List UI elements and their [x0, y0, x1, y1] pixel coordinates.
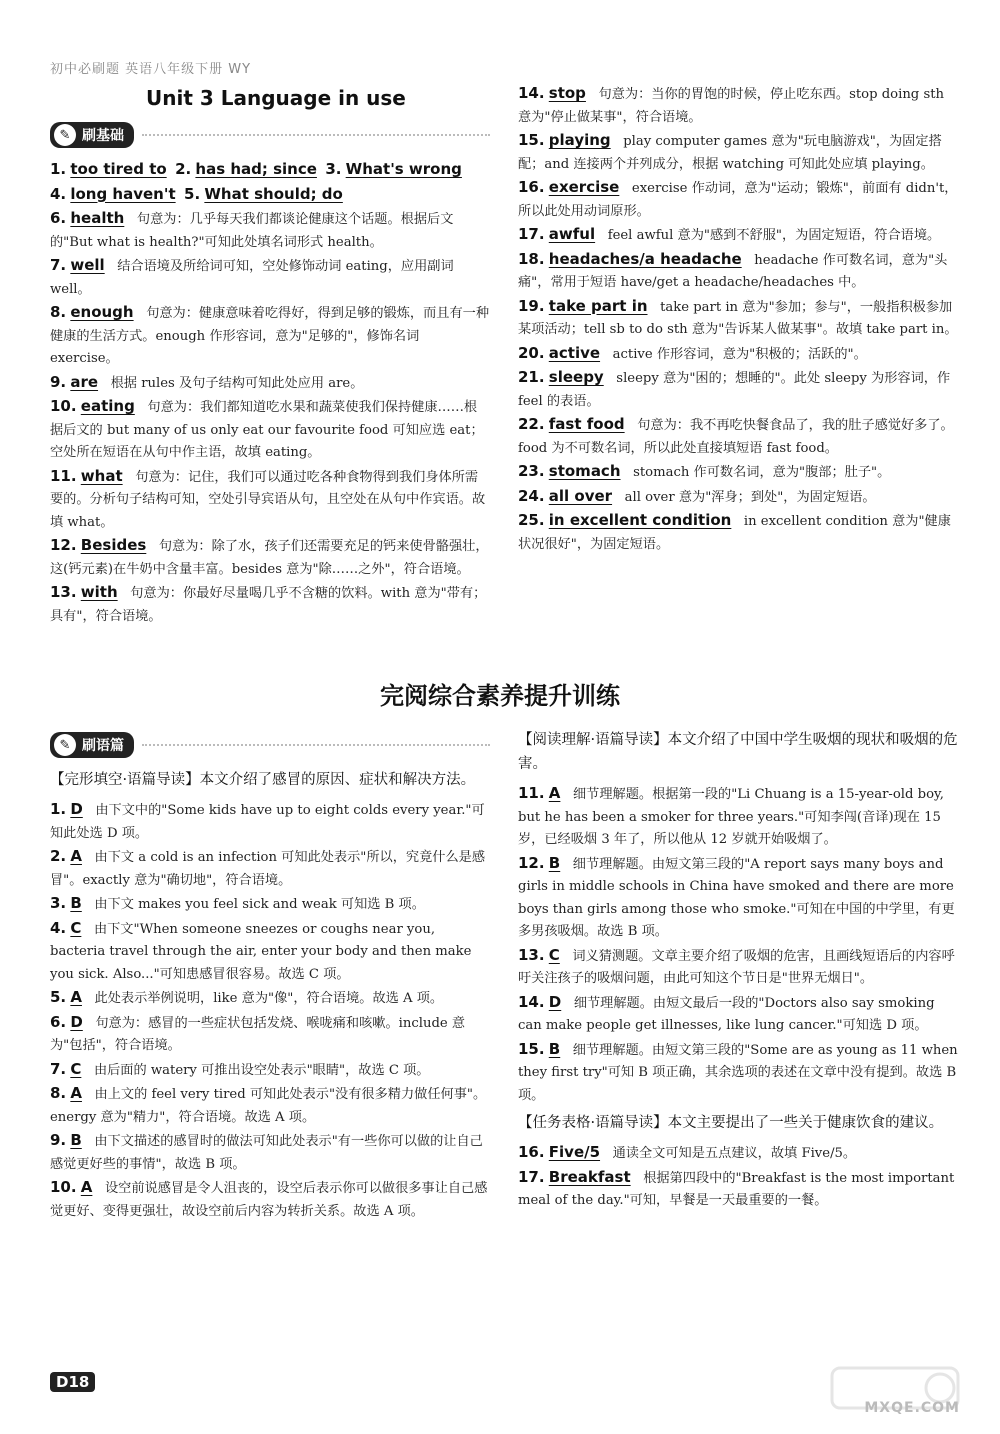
item-number: 19.	[518, 296, 545, 315]
item-number: 20.	[518, 343, 545, 362]
item-number: 6.	[50, 1012, 67, 1031]
list-item	[518, 129, 958, 176]
list-item	[50, 158, 490, 183]
list-item	[518, 366, 958, 413]
item-answer: D	[70, 1012, 83, 1031]
item-answer: What's wrong	[345, 160, 462, 178]
item-answer: D	[70, 800, 83, 818]
list-item	[50, 986, 490, 1011]
item-explanation: 细节理解题。根据第一段的"Li Chuang is a 15-year-old boy, but he has been a smoker for three years."可知李闯(音译)现在 15 岁，已经吸烟 3 年了，所以他从 12 岁就开始吸烟了。	[518, 787, 944, 847]
badge-label: 刷语篇	[82, 738, 124, 754]
item-explanation: 由上文的 feel very tired 可知此处表示"没有很多精力做任何事"。energy 意为"精力"，符合语境。故选 A 项。	[50, 1087, 487, 1125]
right-column	[518, 82, 958, 556]
list-item	[518, 485, 958, 510]
list-item	[518, 782, 958, 852]
item-answer: B	[70, 1131, 82, 1149]
item-number: 4.	[50, 184, 67, 203]
item-answer: are	[70, 372, 99, 391]
item-number: 17.	[518, 1167, 545, 1186]
watermark-text: MXQE.COM	[864, 1400, 960, 1416]
divider	[142, 134, 490, 136]
item-number: 2.	[175, 160, 192, 178]
item-number: 25.	[518, 511, 545, 529]
list-item	[50, 845, 490, 892]
list-item	[518, 509, 958, 556]
answer-list	[518, 82, 958, 556]
item-number: 24.	[518, 486, 545, 505]
item-number: 9.	[50, 1131, 67, 1149]
item-explanation: 细节理解题。由短文第三段的"Some are as young as 11 when they first try"可知 B 项正确，其余选项的表述在文章中没有提到。故选 B 项。	[518, 1042, 958, 1103]
list-item	[518, 944, 958, 991]
left-column	[50, 118, 490, 628]
item-number: 18.	[518, 249, 545, 268]
item-answer: B	[548, 1039, 561, 1058]
item-answer: A	[70, 847, 82, 865]
item-answer: A	[70, 1084, 82, 1102]
list-item	[50, 207, 490, 254]
list-item	[50, 1176, 490, 1223]
item-explanation: 通读全文可知是五点建议，故填 Five/5。	[612, 1146, 857, 1161]
list-item	[518, 1166, 958, 1213]
item-number: 7.	[50, 256, 67, 274]
list-item	[518, 460, 958, 485]
list-item	[50, 581, 490, 628]
item-number: 1.	[50, 800, 67, 818]
item-number: 2.	[50, 847, 67, 865]
item-answer: A	[80, 1178, 93, 1196]
item-explanation: 句意为：我们都知道吃水果和蔬菜使我们保持健康……根据后文的 but many of us only eat our favourite food 可知应选 eat；空处所在短语在从句中作主语，故填 eating。	[50, 400, 484, 460]
item-answer: C	[548, 945, 560, 964]
item-number: 12.	[518, 853, 545, 872]
divider	[142, 744, 490, 746]
item-answer: C	[70, 918, 82, 937]
list-item	[50, 1011, 490, 1058]
item-answer: well	[70, 256, 105, 274]
item-number: 6.	[50, 209, 67, 227]
item-answer: Breakfast	[548, 1167, 631, 1186]
item-number: 8.	[50, 303, 67, 321]
item-answer: exercise	[548, 178, 620, 196]
item-explanation: 此处表示举例说明，like 意为"像"，符合语境。故选 A 项。	[94, 991, 444, 1006]
item-answer: D	[548, 992, 562, 1011]
item-explanation: 句意为：几乎每天我们都谈论健康这个话题。根据后文的"But what is health?"可知此处填名词形式 health。	[50, 212, 454, 250]
list-item	[50, 1129, 490, 1176]
item-answer: long haven't	[70, 184, 176, 203]
item-explanation: 句意为：我不再吃快餐食品了，我的肚子感觉好多了。food 为不可数名词，所以此处直接填短语 fast food。	[518, 418, 954, 456]
item-explanation: 由下文"When someone sneezes or coughs near you, bacteria travel through the air, enter your body and then make you sick. Also..."可知患感冒很容易。故选 C 项。	[50, 921, 472, 982]
item-answer: eating	[80, 397, 135, 415]
item-number: 16.	[518, 178, 545, 196]
list-item	[518, 176, 958, 223]
item-explanation: 句意为：记住，我们可以通过吃各种食物得到我们身体所需要的。分析句子结构可知，空处引导宾语从句，且空处在从句中作宾语。故填 what。	[50, 469, 486, 530]
item-explanation: 由下文描述的感冒时的做法可知此处表示"有一些你可以做的让自己感觉更好些的事情"，故选 B 项。	[50, 1134, 483, 1172]
item-answer: take part in	[548, 296, 648, 315]
item-answer: sleepy	[548, 368, 604, 386]
item-number: 22.	[518, 415, 545, 433]
item-answer: what	[80, 466, 123, 485]
item-number: 17.	[518, 225, 545, 243]
bottom-right-column	[518, 724, 958, 1213]
list-item	[518, 82, 958, 129]
item-answer: A	[70, 988, 82, 1006]
item-answer: playing	[548, 131, 611, 149]
item-explanation: 细节理解题。由短文第三段的"A report says many boys and girls in middle schools in China have smoked and there are more boys than girls among those who smoke."可知在中国的中学里，有更多男孩吸烟。故选 B 项。	[518, 856, 955, 939]
answer-list	[518, 1141, 958, 1213]
item-answer: A	[548, 784, 561, 802]
item-answer: What should; do	[204, 184, 343, 203]
item-number: 11.	[50, 466, 77, 485]
list-item	[518, 295, 958, 342]
item-answer: awful	[548, 225, 596, 243]
list-item	[50, 892, 490, 917]
section-title: 完阅综合素养提升训练	[380, 682, 620, 710]
item-explanation: 句意为：感冒的一些症状包括发烧、喉咙痛和咳嗽。include 意为"包括"，符合语境。	[50, 1015, 466, 1053]
list-item	[50, 917, 490, 987]
reading-guide: 【阅读理解·语篇导读】本文介绍了中国中学生吸烟的现状和吸烟的危害。	[518, 732, 958, 772]
item-number: 23.	[518, 462, 545, 480]
item-explanation: 由下文中的"Some kids have up to eight colds every year."可知此处选 D 项。	[50, 803, 485, 841]
item-answer: in excellent condition	[548, 511, 732, 529]
list-item	[50, 301, 490, 371]
brush-icon: ✎	[54, 734, 76, 756]
item-number: 11.	[518, 784, 545, 802]
item-explanation: take part in 意为"参加；参与"，一般指积极参加某项活动；tell sb to do sth 意为"告诉某人做某事"。故填 take part in。	[518, 299, 958, 337]
item-explanation: 句意为：除了水，孩子们还需要充足的钙来使骨骼强壮，这(钙元素)在牛奶中含量丰富。besides 意为"除……之外"，符合语境。	[50, 539, 489, 577]
item-explanation: stomach 作可数名词，意为"腹部；肚子"。	[633, 465, 891, 480]
answer-list	[50, 798, 490, 1223]
list-item	[50, 183, 490, 208]
item-explanation: play computer games 意为"玩电脑游戏"，为固定搭配；and 连接两个并列成分，根据 watching 可知此处应填 playing。	[518, 134, 942, 172]
item-answer: Besides	[80, 536, 147, 554]
list-item	[50, 465, 490, 535]
item-answer: B	[548, 853, 561, 872]
item-number: 10.	[50, 397, 77, 415]
item-answer: headaches/a headache	[548, 249, 742, 268]
item-number: 7.	[50, 1059, 67, 1078]
item-answer: C	[70, 1059, 82, 1078]
item-explanation: headache 作可数名词，意为"头痛"，常用于短语 have/get a headache/headaches 中。	[518, 252, 948, 290]
list-item	[50, 1058, 490, 1083]
item-answer: enough	[70, 303, 134, 321]
item-explanation: 句意为：你最好尽量喝几乎不含糖的饮料。with 意为"带有；具有"，符合语境。	[50, 586, 487, 624]
answer-list	[50, 158, 490, 628]
item-answer: with	[80, 583, 118, 601]
list-item	[518, 248, 958, 295]
item-explanation: 词义猜测题。文章主要介绍了吸烟的危害，且画线短语后的内容呼吁关注孩子的吸烟问题，由此可知这个节日是"世界无烟日"。	[518, 948, 955, 986]
list-item	[518, 342, 958, 367]
item-explanation: in excellent condition 意为"健康状况很好"，为固定短语。	[518, 514, 951, 552]
list-item	[518, 223, 958, 248]
item-explanation: 句意为：健康意味着吃得好，得到足够的锻炼，而且有一种健康的生活方式。enough 作形容词，意为"足够的"，修饰名词 exercise。	[50, 306, 490, 366]
badge-label: 刷基础	[82, 128, 124, 144]
item-number: 14.	[518, 992, 545, 1011]
item-explanation: all over 意为"浑身；到处"，为固定短语。	[624, 489, 876, 505]
item-answer: B	[70, 894, 82, 912]
passage-badge	[50, 728, 490, 762]
item-explanation: 由下文 makes you feel sick and weak 可知选 B 项。	[94, 897, 425, 912]
item-number: 3.	[325, 160, 342, 178]
list-item	[518, 852, 958, 944]
task-guide: 【任务表格·语篇导读】本文主要提出了一些关于健康饮食的建议。	[518, 1115, 944, 1131]
item-number: 16.	[518, 1143, 545, 1161]
item-number: 12.	[50, 536, 77, 554]
basics-badge	[50, 118, 490, 152]
page-header: 初中必刷题 英语八年级下册 WY	[50, 62, 252, 77]
item-number: 3.	[50, 894, 67, 912]
item-answer: stomach	[548, 462, 621, 480]
item-answer: all over	[548, 486, 613, 505]
item-explanation: 根据第四段中的"Breakfast is the most important meal of the day."可知，早餐是一天最重要的一餐。	[518, 1170, 955, 1208]
list-item	[50, 798, 490, 845]
list-item	[50, 371, 490, 396]
item-number: 5.	[184, 184, 201, 203]
item-answer: fast food	[548, 415, 625, 433]
item-number: 14.	[518, 84, 545, 102]
list-item	[50, 395, 490, 465]
item-number: 15.	[518, 131, 545, 149]
item-answer: has had; since	[195, 160, 317, 178]
list-item	[518, 1141, 958, 1166]
list-item	[518, 991, 958, 1038]
item-explanation: exercise 作动词，意为"运动；锻炼"，前面有 didn't，所以此处用动词原形。	[518, 181, 958, 219]
list-item	[518, 1038, 958, 1108]
item-answer: health	[70, 209, 125, 227]
item-number: 21.	[518, 368, 545, 386]
list-item	[50, 254, 490, 301]
answer-list	[518, 782, 958, 1107]
list-item	[518, 413, 958, 460]
item-explanation: 设空前说感冒是令人沮丧的，设空后表示你可以做很多事让自己感觉更好、变得更强壮，故设空前后内容为转折关系。故选 A 项。	[50, 1181, 488, 1219]
list-item	[50, 1082, 490, 1129]
list-item	[50, 534, 490, 581]
item-answer: Five/5	[548, 1143, 601, 1161]
item-number: 8.	[50, 1084, 67, 1102]
item-number: 1.	[50, 160, 67, 178]
item-explanation: 结合语境及所给词可知，空处修饰动词 eating，应用副词 well。	[50, 259, 454, 297]
item-number: 10.	[50, 1178, 77, 1196]
bottom-left-column	[50, 728, 490, 1223]
item-explanation: 细节理解题。由短文最后一段的"Doctors also say smoking can make people get illnesses, like lung cancer."可知选 D 项。	[518, 995, 935, 1033]
item-number: 4.	[50, 918, 67, 937]
item-number: 13.	[50, 583, 77, 601]
item-explanation: 根据 rules 及句子结构可知此处应用 are。	[110, 375, 364, 391]
item-answer: stop	[548, 84, 586, 102]
cloze-guide: 【完形填空·语篇导读】本文介绍了感冒的原因、症状和解决方法。	[50, 772, 476, 788]
unit-title: Unit 3 Language in use	[146, 86, 406, 110]
item-explanation: 由下文 a cold is an infection 可知此处表示"所以，究竟什么是感冒"。exactly 意为"确切地"，符合语境。	[50, 850, 486, 888]
item-explanation: feel awful 意为"感到不舒服"，为固定短语，符合语境。	[607, 228, 941, 243]
item-explanation: sleepy 意为"困的；想睡的"。此处 sleepy 为形容词，作 feel 的表语。	[518, 371, 951, 409]
item-number: 13.	[518, 945, 545, 964]
page-number: D18	[50, 1372, 95, 1392]
item-answer: too tired to	[70, 160, 167, 178]
item-number: 9.	[50, 372, 67, 391]
item-number: 15.	[518, 1039, 545, 1058]
item-explanation: active 作形容词，意为"积极的；活跃的"。	[612, 346, 867, 362]
item-answer: active	[548, 343, 601, 362]
item-explanation: 由后面的 watery 可推出设空处表示"眼睛"，故选 C 项。	[93, 1062, 430, 1078]
item-explanation: 句意为：当你的胃饱的时候，停止吃东西。stop doing sth 意为"停止做某事"，符合语境。	[518, 87, 945, 125]
brush-icon: ✎	[54, 124, 76, 146]
item-number: 5.	[50, 988, 67, 1006]
